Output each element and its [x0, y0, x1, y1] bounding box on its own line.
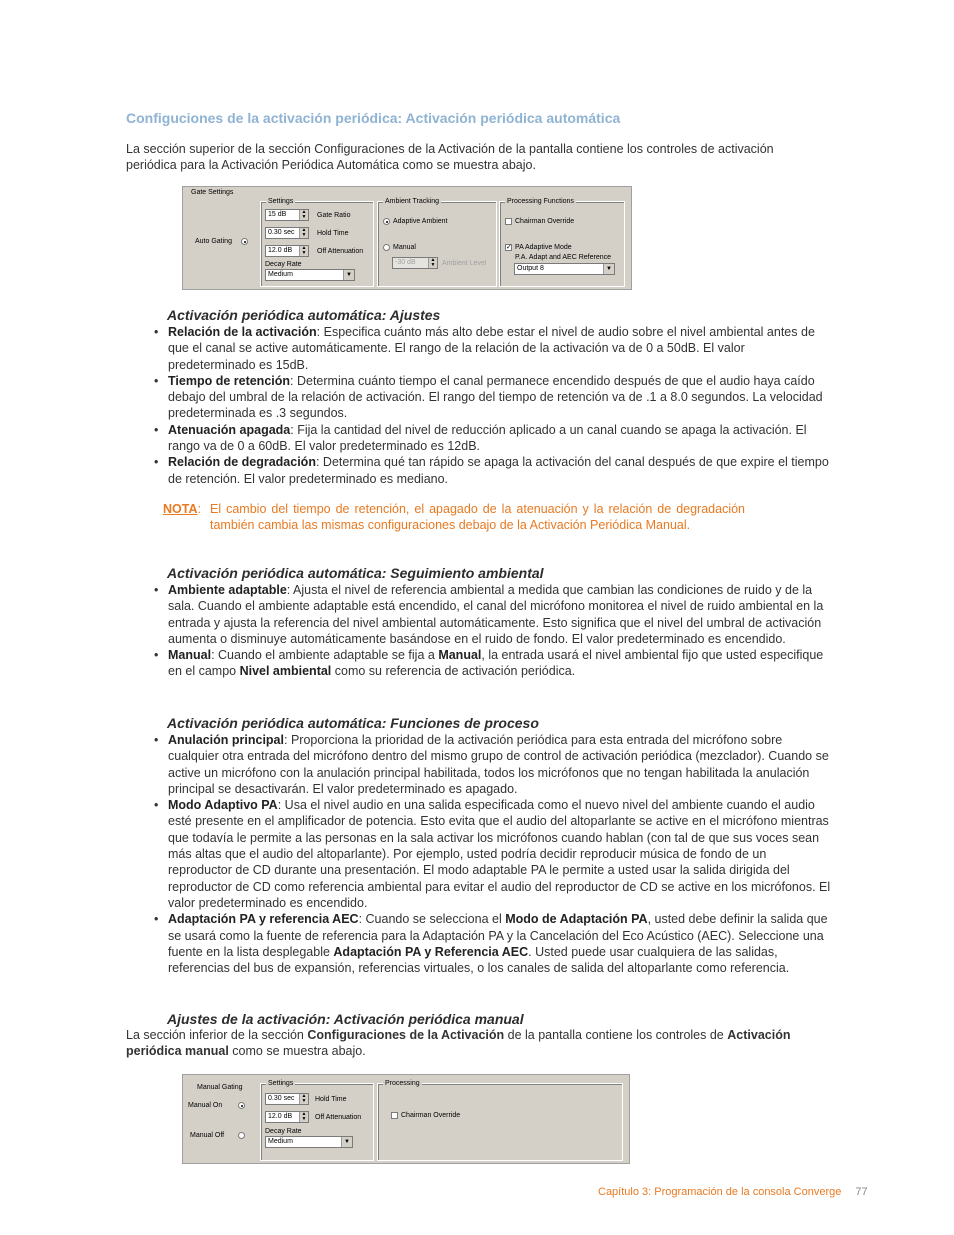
list-item-text: : Cuando se selecciona el	[358, 912, 506, 927]
auto-gating-label: Auto Gating	[195, 238, 232, 245]
spinner-arrows-icon[interactable]: ▲ ▼	[299, 1112, 308, 1122]
adaptive-ambient-label: Adaptive Ambient	[393, 218, 448, 225]
chevron-down-icon[interactable]: ▼	[603, 264, 614, 274]
paragraph-text: de la pantalla contiene los controles de	[504, 1028, 728, 1042]
list-item-text: : Usa el nivel audio en una salida especificada como el nuevo nivel del ambiente cuando el audio esté presente en el amplificador de potencia. Esto evita que el audio del altoparlante se active en el micrófono mientras que todavía le permite a las personas en la sala activar los micrófonos cuando hablan (con tal de que sus voces sean más altas que el audio del altoparlante). Por ejemplo, usted podría decidir reproducir música de fondo de un reproductor de CD durante una presentación. El modo adaptable PA le permite a usted usar la salida dirigida del reproductor de CD como referencia ambiental para evitar el audio del reproductor de CD se active en los micrófonos. El valor predeterminado es encendido.	[168, 798, 831, 910]
off-attenuation-value: 12.0 dB	[268, 247, 293, 254]
list-item-text: : Proporciona la prioridad de la activación periódica para esta entrada del micrófono sobre cualquier otra entrada del micrófono dentro del mismo grupo de control de activación periódica (mezclador). Cuando se active un micrófono con la anulación principal habilitada, todos los micrófonos que no tengan habilitada la anulación principal se desactivarán. El valor predeterminado es apagado.	[168, 733, 829, 796]
note-label: NOTA	[163, 502, 198, 516]
subsection-manual-title: Ajustes de la activación: Activación periódica manual	[167, 1011, 524, 1027]
list-item-text: : Determina qué tan rápido se apaga la activación del canal después de que expire el tiempo de retención. El valor predeterminado es mediano.	[168, 455, 829, 486]
settings-group-title: Settings	[268, 198, 294, 205]
decay-rate-label: Decay Rate	[265, 261, 302, 268]
hold-time-spinner[interactable]	[265, 227, 309, 239]
manual-processing-group	[377, 1080, 623, 1161]
manual-on-label: Manual On	[188, 1102, 223, 1109]
pa-reference-value: Output 8	[517, 265, 544, 272]
manual-chairman-override-checkbox[interactable]	[391, 1112, 398, 1119]
inline-bold: Adaptación PA y Referencia AEC	[333, 944, 529, 959]
intro-paragraph: La sección superior de la sección Configuraciones de la Activación de la pantalla contiene los controles de activación periódica para la Activación Periódica Automática como se muestra abajo.	[126, 142, 774, 173]
inline-bold: Configuraciones de la Activación	[307, 1028, 505, 1042]
spinner-arrows-icon[interactable]: ▲ ▼	[299, 228, 308, 238]
auto-gating-settings-panel	[182, 186, 632, 290]
manual-gating-label: Manual Gating	[197, 1084, 243, 1091]
list-item: • Relación de degradación: Determina qué tan rápido se apaga la activación del canal después de que expire el tiempo de retención. El valor predeterminado es mediano.	[154, 455, 829, 486]
inline-bold: Manual	[438, 648, 482, 663]
manual-off-attenuation-label: Off Attenuation	[315, 1114, 362, 1121]
subsection-funciones-title: Activación periódica automática: Funciones de proceso	[167, 715, 539, 731]
ambient-tracking-title: Ambient Tracking	[385, 198, 440, 205]
list-item-text: : Cuando el ambiente adaptable se fija a	[211, 648, 439, 663]
manual-settings-title: Settings	[268, 1080, 294, 1087]
list-item-text: : Determina cuánto tiempo el canal permanece encendido después de que el audio haya caído debajo del umbral de la relación de activación. El rango del tiempo de retención va de .1 a 8.0 segundos. La velocidad predeterminada es .3 segundos.	[168, 373, 823, 421]
list-item: • Manual: Cuando el ambiente adaptable se fija a Manual, la entrada usará el nivel ambiental fijo que usted especifique en el campo Nivel ambiental como su referencia de activación periódica.	[154, 648, 824, 679]
gate-ratio-label: Gate Ratio	[317, 212, 351, 219]
hold-time-value: 0.30 sec	[268, 229, 295, 236]
manual-chairman-override-label: Chairman Override	[401, 1112, 461, 1119]
page-number: 77	[855, 1186, 868, 1198]
manual-processing-title: Processing	[385, 1080, 420, 1087]
list-item-term: Anulación principal	[168, 733, 284, 747]
list-item: • Tiempo de retención: Determina cuánto tiempo el canal permanece encendido después de que el audio haya caído debajo del umbral de la relación de activación. El rango del tiempo de retención va de .1 a 8.0 segundos. La velocidad predeterminada es .3 segundos.	[154, 373, 823, 421]
funciones-list	[152, 732, 832, 976]
manual-hold-time-value: 0.30 sec	[268, 1095, 295, 1102]
off-attenuation-spinner[interactable]	[265, 245, 309, 257]
list-item-text: : Fija la cantidad del nivel de reducción aplicado a un canal cuando se apaga la activación. El rango va de 0 a 60dB. El valor predeterminado es 12dB.	[168, 422, 807, 454]
list-item: • Adaptación PA y referencia AEC: Cuando se selecciona el Modo de Adaptación PA, usted debe definir la salida que se usará como la fuente de referencia para la Adaptación PA y la Cancelación del Eco Acústico (AEC). Seleccione una fuente en la lista desplegable Adaptación PA y Referencia AEC. Usted puede usar cualquiera de las salidas, referencias del bus de expansión, referencias virtuales, o los canales de salida del altoparlante como referencia.	[154, 912, 828, 976]
list-item-term: Atenuación apagada	[168, 422, 291, 437]
spinner-arrows-icon[interactable]: ▲ ▼	[299, 246, 308, 256]
processing-functions-title: Processing Functions	[507, 198, 574, 205]
hold-time-label: Hold Time	[317, 230, 349, 237]
adaptive-ambient-radio[interactable]	[383, 218, 390, 225]
decay-rate-value: Medium	[268, 271, 293, 278]
pa-adaptive-mode-label: PA Adaptive Mode	[515, 244, 572, 251]
manual-gating-settings-panel	[182, 1074, 630, 1164]
list-item-term: Manual	[168, 648, 212, 663]
list-item-text: , la entrada usará el nivel ambiental fijo que usted especifique en el campo	[168, 648, 824, 679]
list-item-term: Tiempo de retención	[168, 373, 291, 388]
manual-on-radio[interactable]	[238, 1102, 245, 1109]
note-block	[163, 502, 745, 532]
manual-decay-rate-select[interactable]	[265, 1136, 353, 1148]
list-item: • Ambiente adaptable: Ajusta el nivel de referencia ambiental a medida que cambian las condiciones de ruido y de la sala. Cuando el ambiente adaptable está encendido, el canal del micrófono monitorea el nivel de ruido ambiental en la entrada y ajusta la referencia del nivel ambiental automáticamente. Esto significa que el nivel del umbral de activación aumenta o disminuye automáticamente basándose en el ruido de fondo. El valor predeterminado es encendido.	[154, 583, 824, 646]
manual-ambient-label: Manual	[393, 244, 416, 251]
subsection-ajustes-title: Activación periódica automática: Ajustes	[167, 307, 441, 323]
manual-decay-rate-value: Medium	[268, 1138, 293, 1145]
list-item: • Anulación principal: Proporciona la prioridad de la activación periódica para esta entrada del micrófono sobre cualquier otra entrada del micrófono dentro del mismo grupo de control de activación periódica (mezclador). Cuando se active un micrófono con la anulación principal habilitada, todos los micrófonos que no tengan habilitada la anulación principal se desactivarán. El valor predeterminado es apagado.	[154, 733, 829, 796]
ajustes-list	[152, 324, 832, 487]
list-item-text: : Especifica cuánto más alto debe estar el nivel de audio sobre el nivel ambiental antes de que el canal se active automáticamente. El rango de la relación de la activación va de 0 a 50dB. El valor predeterminado es 15dB.	[168, 325, 815, 372]
manual-off-attenuation-spinner[interactable]	[265, 1111, 309, 1123]
manual-off-label: Manual Off	[190, 1132, 225, 1139]
pa-reference-select[interactable]	[514, 263, 615, 275]
list-item-term: Relación de la activación	[168, 325, 317, 339]
seguimiento-list	[152, 582, 832, 680]
pa-reference-label: P.A. Adapt and AEC Reference	[515, 254, 611, 261]
manual-decay-rate-label: Decay Rate	[265, 1128, 302, 1135]
manual-hold-time-label: Hold Time	[315, 1096, 347, 1103]
manual-intro-paragraph	[126, 1027, 806, 1060]
off-attenuation-label: Off Attenuation	[317, 248, 364, 255]
list-item-term: Adaptación PA y referencia AEC	[168, 912, 359, 927]
manual-off-attenuation-value: 12.0 dB	[268, 1113, 293, 1120]
gate-ratio-spinner[interactable]	[265, 209, 309, 221]
manual-ambient-radio[interactable]	[383, 244, 390, 251]
inline-bold: Modo de Adaptación PA	[505, 912, 648, 927]
ambient-level-value: -30 dB	[395, 259, 416, 266]
inline-bold: Nivel ambiental	[239, 664, 332, 679]
pa-adaptive-mode-checkbox[interactable]: ✓	[506, 244, 512, 251]
ambient-level-spinner[interactable]	[392, 257, 438, 269]
note-colon: :	[197, 502, 201, 516]
manual-off-radio[interactable]	[238, 1132, 245, 1139]
spinner-arrows-icon[interactable]: ▲ ▼	[299, 210, 308, 220]
gate-settings-label: Gate Settings	[191, 189, 234, 196]
gate-ratio-value: 15 dB	[268, 211, 287, 218]
spinner-arrows-icon[interactable]: ▲ ▼	[428, 258, 437, 268]
chevron-down-icon[interactable]: ▼	[343, 270, 354, 280]
spinner-arrows-icon[interactable]: ▲ ▼	[299, 1094, 308, 1104]
auto-gating-radio[interactable]	[241, 238, 248, 245]
inline-bold: Activación periódica manual	[126, 1028, 791, 1059]
list-item-text: como su referencia de activación periódica.	[331, 664, 576, 679]
footer-chapter: Capítulo 3: Programación de la consola Converge	[598, 1186, 842, 1198]
paragraph-text: La sección inferior de la sección	[126, 1028, 308, 1042]
list-item-text: : Ajusta el nivel de referencia ambiental a medida que cambian las condiciones de ruido y de la sala. Cuando el ambiente adaptable está encendido, el canal del micrófono monitorea el nivel de ruido ambiental en la entrada y ajusta la referencia del nivel ambiental automáticamente. Esto significa que el nivel del umbral de activación aumenta o disminuye automáticamente basándose en el ruido de fondo. El valor predeterminado es encendido.	[168, 583, 824, 646]
list-item-term: Relación de degradación	[168, 455, 316, 470]
section-title: Configuciones de la activación periódica: Activación periódica automática	[126, 110, 621, 126]
ambient-level-label: Ambient Level	[442, 260, 487, 267]
list-item-term: Modo Adaptivo PA	[168, 798, 278, 813]
paragraph-text: como se muestra abajo.	[228, 1044, 366, 1059]
list-item: • Atenuación apagada: Fija la cantidad del nivel de reducción aplicado a un canal cuando se apaga la activación. El rango va de 0 a 60dB. El valor predeterminado es 12dB.	[154, 422, 807, 454]
list-item-term: Ambiente adaptable	[168, 583, 287, 597]
list-item: • Modo Adaptivo PA: Usa el nivel audio en una salida especificada como el nuevo nivel del ambiente cuando el audio esté presente en el amplificador de potencia. Esto evita que el audio del altoparlante se active en el micrófono mientras que todavía le permite a las personas en la sala activar los micrófonos cuando hablan (con tal de que sus voces sean más altas que el audio del altoparlante). Por ejemplo, usted podría decidir reproducir música de fondo de un reproductor de CD durante una presentación. El modo adaptable PA le permite a usted usar la salida dirigida del reproductor de CD como referencia ambiental para evitar el audio del reproductor de CD se active en los micrófonos. El valor predeterminado es encendido.	[154, 798, 831, 910]
decay-rate-select[interactable]	[265, 269, 355, 281]
note-text: El cambio del tiempo de retención, el apagado de la atenuación y la relación de degradación también cambia las mismas configuraciones debajo de la Activación Periódica Manual.	[210, 502, 745, 532]
list-item: • Relación de la activación: Especifica cuánto más alto debe estar el nivel de audio sobre el nivel ambiental antes de que el canal se active automáticamente. El rango de la relación de la activación va de 0 a 50dB. El valor predeterminado es 15dB.	[154, 325, 815, 372]
chevron-down-icon[interactable]: ▼	[341, 1137, 352, 1147]
list-item-text: . Usted puede usar cualquiera de las salidas, referencias del bus de expansión, referencias virtuales, o los canales de salida del altoparlante como referencia.	[168, 944, 790, 976]
page-footer	[598, 1186, 868, 1198]
manual-hold-time-spinner[interactable]	[265, 1093, 309, 1105]
chairman-override-checkbox[interactable]	[505, 218, 512, 225]
list-item-text: , usted debe definir la salida que se usará como la fuente de referencia para la Adaptación PA y la Cancelación del Eco Acústico (AEC). Seleccione una fuente en la lista desplegable	[168, 912, 828, 959]
chairman-override-label: Chairman Override	[515, 218, 575, 225]
subsection-seguimiento-title: Activación periódica automática: Seguimiento ambiental	[167, 565, 544, 581]
